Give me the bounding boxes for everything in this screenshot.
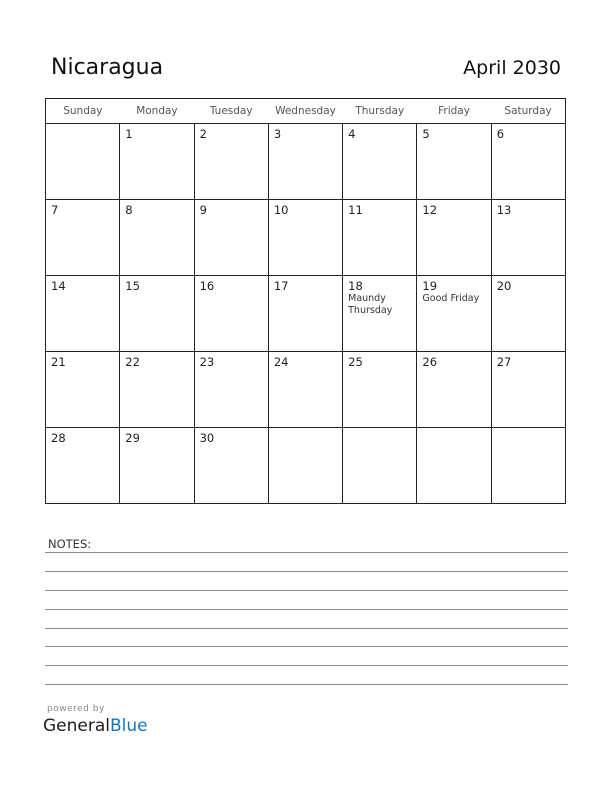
page-title: Nicaragua xyxy=(51,55,164,80)
day-number: 30 xyxy=(199,431,215,445)
day-cell xyxy=(120,352,194,428)
day-number: 20 xyxy=(496,279,512,293)
day-number: 7 xyxy=(51,203,59,217)
day-number: 19 xyxy=(422,279,438,293)
day-number: 16 xyxy=(199,279,215,293)
weekday-header: Friday xyxy=(417,99,491,124)
weekday-header: Tuesday xyxy=(194,99,268,124)
note-line xyxy=(45,646,568,647)
day-cell xyxy=(417,124,491,200)
day-cell xyxy=(343,200,417,276)
note-line xyxy=(45,609,568,610)
week-row xyxy=(46,428,566,504)
day-cell xyxy=(491,352,565,428)
day-cell xyxy=(268,352,342,428)
day-cell xyxy=(417,200,491,276)
day-number: 9 xyxy=(199,203,207,217)
day-cell xyxy=(120,428,194,504)
day-number: 10 xyxy=(273,203,289,217)
day-cell xyxy=(417,276,491,352)
note-line xyxy=(45,571,568,572)
notes-label: NOTES: xyxy=(48,537,92,551)
day-number: 11 xyxy=(348,203,363,217)
weekday-header: Sunday xyxy=(46,99,120,124)
holiday-label: Maundy Thursday xyxy=(348,293,393,316)
day-number: 26 xyxy=(422,355,438,369)
day-cell xyxy=(46,200,120,276)
note-line xyxy=(45,552,568,553)
day-number: 14 xyxy=(51,279,66,293)
day-number: 22 xyxy=(125,355,140,369)
day-number: 8 xyxy=(125,203,133,217)
day-number: 29 xyxy=(125,431,140,445)
day-cell xyxy=(120,276,194,352)
day-cell xyxy=(46,124,120,200)
day-cell xyxy=(46,276,120,352)
week-row xyxy=(46,124,566,200)
day-number: 18 xyxy=(348,279,363,293)
week-row xyxy=(46,200,566,276)
day-number: 25 xyxy=(348,355,363,369)
day-cell xyxy=(343,124,417,200)
month-title: April 2030 xyxy=(463,57,561,79)
brand-logo xyxy=(43,716,148,736)
week-row xyxy=(46,276,566,352)
day-number: 13 xyxy=(496,203,512,217)
day-cell xyxy=(491,200,565,276)
day-cell xyxy=(268,200,342,276)
note-line xyxy=(45,684,568,685)
day-cell xyxy=(194,352,268,428)
day-cell xyxy=(343,428,417,504)
day-number: 1 xyxy=(125,127,133,141)
day-number: 28 xyxy=(51,431,66,445)
day-number: 3 xyxy=(273,127,282,141)
day-cell xyxy=(46,352,120,428)
day-number: 6 xyxy=(496,127,505,141)
day-number: 21 xyxy=(51,355,66,369)
day-cell xyxy=(194,124,268,200)
day-cell xyxy=(268,124,342,200)
day-cell xyxy=(491,276,565,352)
weekday-header: Wednesday xyxy=(268,99,342,124)
note-line xyxy=(45,665,568,666)
day-number: 4 xyxy=(348,127,356,141)
day-number: 27 xyxy=(496,355,512,369)
calendar-grid xyxy=(45,98,566,504)
note-line xyxy=(45,628,568,629)
day-cell xyxy=(491,428,565,504)
day-cell xyxy=(417,352,491,428)
day-cell xyxy=(120,124,194,200)
weekday-header: Monday xyxy=(120,99,194,124)
day-number: 23 xyxy=(199,355,215,369)
powered-by-text: powered by xyxy=(47,704,105,714)
weekday-header: Saturday xyxy=(491,99,565,124)
note-line xyxy=(45,590,568,591)
day-number: 15 xyxy=(125,279,140,293)
day-cell xyxy=(194,276,268,352)
day-number: 5 xyxy=(422,127,430,141)
weekday-header-row xyxy=(46,99,566,124)
day-cell xyxy=(343,352,417,428)
week-row xyxy=(46,352,566,428)
day-cell xyxy=(194,200,268,276)
brand-general: General xyxy=(43,716,110,736)
day-number: 24 xyxy=(273,355,289,369)
weekday-header: Thursday xyxy=(343,99,417,124)
holiday-label: Good Friday xyxy=(422,293,480,304)
brand-blue: Blue xyxy=(110,716,148,736)
day-cell xyxy=(343,276,417,352)
day-cell xyxy=(491,124,565,200)
day-number: 12 xyxy=(422,203,438,217)
day-cell xyxy=(120,200,194,276)
day-cell xyxy=(417,428,491,504)
day-cell xyxy=(268,428,342,504)
day-cell xyxy=(268,276,342,352)
day-number: 17 xyxy=(273,279,289,293)
day-number: 2 xyxy=(199,127,207,141)
day-cell xyxy=(194,428,268,504)
day-cell xyxy=(46,428,120,504)
